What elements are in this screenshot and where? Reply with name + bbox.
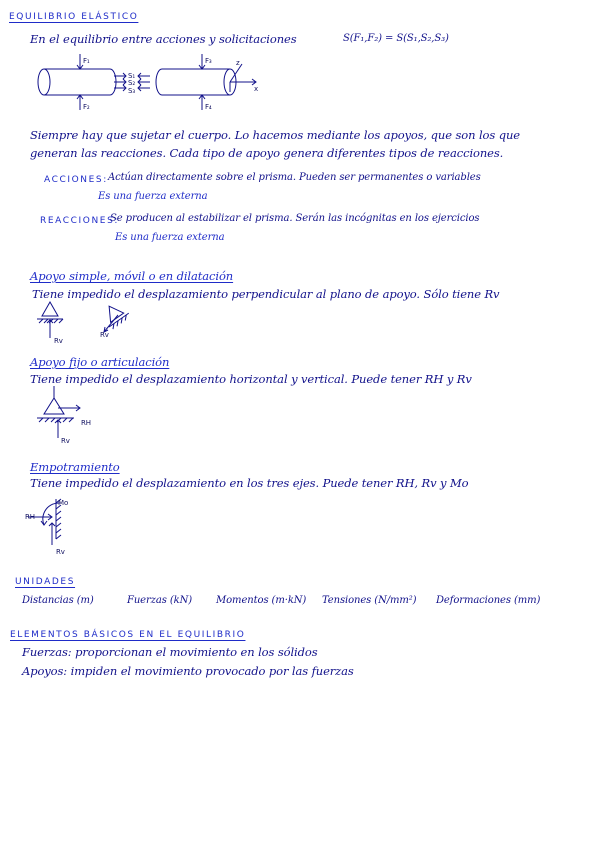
page-title: EQUILIBRIO ELÁSTICO bbox=[9, 12, 139, 22]
paragraph-line-1: Siempre hay que sujetar el cuerpo. Lo hacemos mediante los apoyos, que son los que bbox=[30, 128, 521, 142]
unidades-title: UNIDADES bbox=[15, 577, 76, 587]
elementos-line-1: Fuerzas: proporcionan el movimiento en los sólidos bbox=[22, 645, 318, 659]
apoyo-simple-text: Tiene impedido el desplazamiento perpendicular al plano de apoyo. Sólo tiene Rv bbox=[32, 287, 500, 301]
apoyo-fijo-rh: RH bbox=[81, 419, 91, 427]
reacciones-text: Se producen al estabilizar el prisma. Serán las incógnitas en los ejercicios bbox=[110, 213, 480, 224]
empotramiento-diagram bbox=[20, 495, 80, 555]
intro-text: En el equilibrio entre acciones y solicitaciones bbox=[30, 32, 297, 46]
unidad-fuerzas: Fuerzas (kN) bbox=[127, 595, 193, 606]
apoyo-simple-title: Apoyo simple, móvil o en dilatación bbox=[30, 269, 234, 283]
prism-diagram bbox=[30, 52, 270, 112]
empotramiento-rv: Rv bbox=[56, 548, 65, 556]
label-s3: S₃ bbox=[128, 87, 136, 95]
label-f1: F₁ bbox=[83, 57, 90, 65]
unidad-tensiones: Tensiones (N/mm²) bbox=[322, 595, 417, 606]
apoyo-fijo-rv: Rv bbox=[61, 437, 70, 445]
intro-formula: S(F₁,F₂) = S(S₁,S₂,S₃) bbox=[343, 33, 449, 44]
label-s2: S₂ bbox=[128, 79, 136, 87]
reacciones-note: Es una fuerza externa bbox=[115, 232, 225, 243]
empotramiento-rh: RH bbox=[25, 513, 35, 521]
label-f3: F₃ bbox=[205, 57, 212, 65]
label-f4: F₄ bbox=[205, 103, 212, 111]
elementos-line-2: Apoyos: impiden el movimiento provocado por las fuerzas bbox=[22, 664, 354, 678]
apoyo-fijo-title: Apoyo fijo o articulación bbox=[30, 355, 170, 369]
empotramiento-mo: Mo bbox=[58, 499, 69, 507]
acciones-note: Es una fuerza externa bbox=[98, 191, 208, 202]
acciones-label: ACCIONES: bbox=[44, 175, 108, 185]
apoyo-simple-rv-2: Rv bbox=[100, 331, 109, 339]
elementos-title: ELEMENTOS BÁSICOS EN EL EQUILIBRIO bbox=[10, 630, 246, 640]
label-x: x bbox=[254, 85, 259, 93]
acciones-text: Actúan directamente sobre el prisma. Pueden ser permanentes o variables bbox=[108, 172, 481, 183]
reacciones-label: REACCIONES: bbox=[40, 216, 120, 226]
apoyo-fijo-text: Tiene impedido el desplazamiento horizontal y vertical. Puede tener RH y Rv bbox=[30, 372, 472, 386]
unidad-distancias: Distancias (m) bbox=[22, 595, 94, 606]
unidad-deformaciones: Deformaciones (mm) bbox=[436, 595, 541, 606]
apoyo-simple-rv-1: Rv bbox=[54, 337, 63, 345]
label-f2: F₂ bbox=[83, 103, 90, 111]
empotramiento-title: Empotramiento bbox=[30, 460, 120, 474]
label-s1: S₁ bbox=[128, 72, 136, 80]
apoyo-simple-diagram bbox=[34, 300, 144, 346]
paragraph-line-2: generan las reacciones. Cada tipo de apoyo genera diferentes tipos de reacciones. bbox=[30, 146, 504, 160]
empotramiento-text: Tiene impedido el desplazamiento en los tres ejes. Puede tener RH, Rv y Mo bbox=[30, 476, 469, 490]
unidad-momentos: Momentos (m·kN) bbox=[216, 595, 307, 606]
label-z: z bbox=[236, 59, 240, 67]
